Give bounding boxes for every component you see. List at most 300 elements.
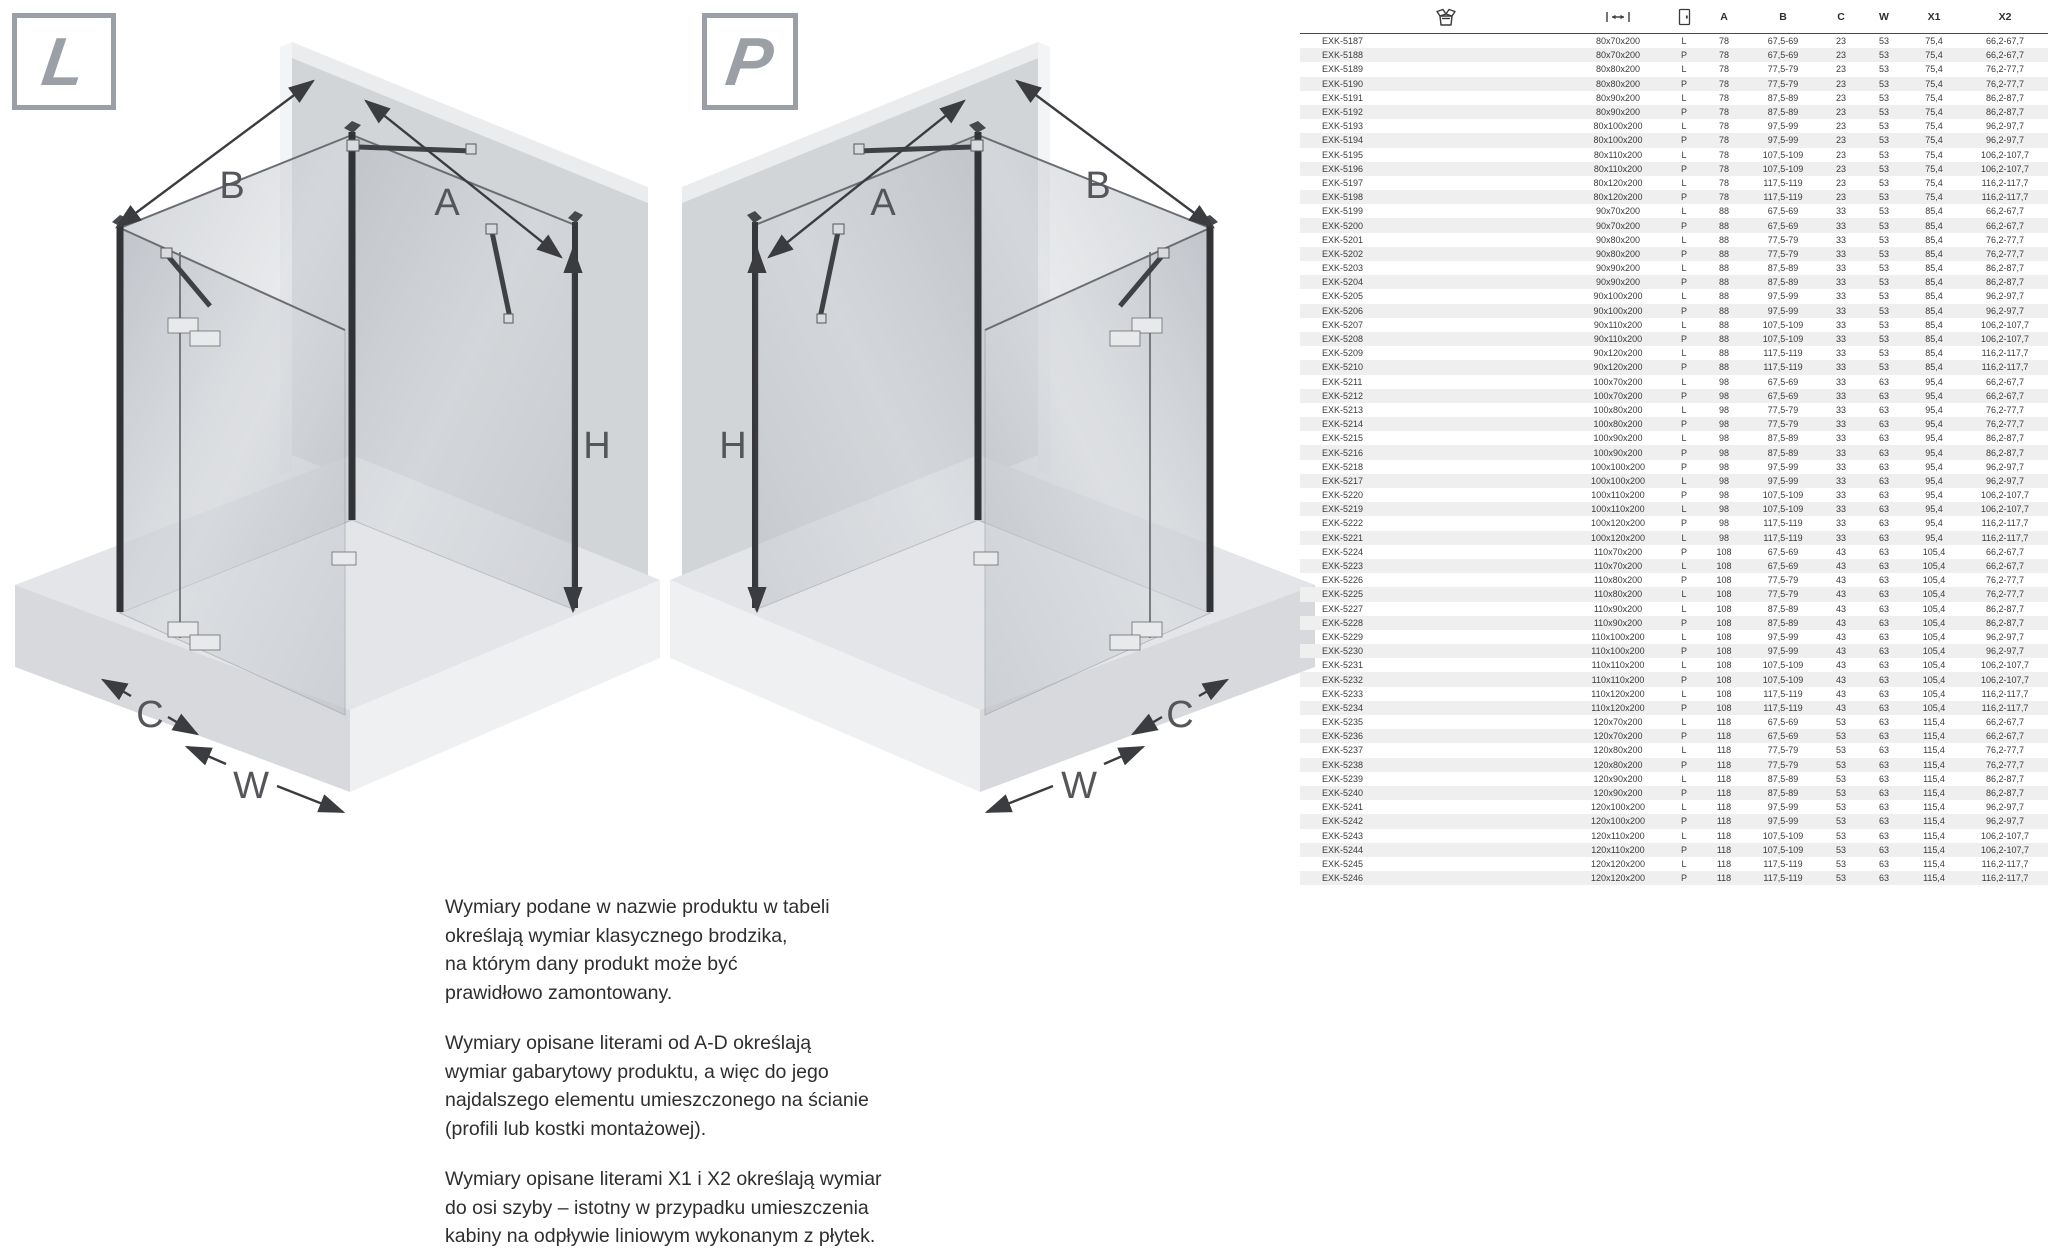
size-cell: 100x110x200	[1591, 490, 1645, 501]
dim-b-cell: 77,5-79	[1767, 419, 1799, 430]
size-cell: 100x120x200	[1590, 532, 1646, 543]
door-side-cell: P	[1680, 50, 1687, 61]
dim-w-cell: 63	[1878, 773, 1889, 784]
dim-x1-cell: 85,4	[1925, 234, 1943, 245]
dim-label-c: C	[1166, 694, 1194, 736]
dim-b-cell: 87,5-89	[1767, 788, 1799, 799]
table-row	[1300, 431, 2048, 445]
size-cell: 120x90x200	[1593, 773, 1643, 784]
size-cell: 100x120x200	[1590, 518, 1646, 529]
dim-label-b: B	[1085, 165, 1111, 207]
size-cell: 120x100x200	[1590, 802, 1646, 813]
variant-badge-right	[702, 13, 798, 110]
dim-x1-cell: 95,4	[1925, 447, 1943, 458]
dim-c-cell: 23	[1835, 149, 1846, 160]
door-side-cell: P	[1680, 873, 1687, 884]
dim-x2-cell: 86,2-87,7	[1985, 788, 2025, 799]
dim-b-cell: 117,5-119	[1763, 177, 1803, 188]
dim-x1-cell: 75,4	[1925, 135, 1943, 146]
dim-b-cell: 107,5-109	[1762, 149, 1804, 160]
dim-b-cell: 77,5-79	[1767, 575, 1799, 586]
dim-c-cell: 33	[1835, 504, 1846, 515]
dim-b-cell: 87,5-89	[1767, 277, 1799, 288]
product-code-cell: EXK-5204	[1322, 277, 1364, 288]
dim-x1-cell: 85,4	[1925, 220, 1943, 231]
door-side-cell: P	[1680, 674, 1687, 685]
size-cell: 100x100x200	[1590, 461, 1646, 472]
dim-x2-cell: 96,2-97,7	[1985, 802, 2025, 813]
dim-w-cell: 63	[1878, 660, 1889, 671]
product-code-cell: EXK-5194	[1322, 135, 1364, 146]
dim-x2-cell: 106,2-107,7	[1980, 490, 2030, 501]
table-row	[1300, 204, 2048, 218]
dim-w-cell: 53	[1878, 50, 1889, 61]
note-line: wymiar gabarytowy produktu, a więc do jego	[445, 1060, 829, 1083]
product-code-cell: EXK-5235	[1322, 717, 1364, 728]
dim-a-cell: 108	[1716, 617, 1732, 628]
dim-b-cell: 77,5-79	[1767, 248, 1799, 259]
dim-c-cell: 23	[1835, 92, 1846, 103]
dim-c-cell: 23	[1835, 177, 1846, 188]
dim-x2-cell: 86,2-87,7	[1985, 603, 2025, 614]
dim-b-cell: 87,5-89	[1767, 617, 1799, 628]
column-header-b: B	[1779, 10, 1787, 23]
table-row	[1300, 162, 2048, 176]
dim-x1-cell: 75,4	[1925, 36, 1943, 47]
dim-x1-cell: 115,4	[1923, 816, 1945, 827]
dim-x1-cell: 105,4	[1922, 674, 1946, 685]
door-side-cell: P	[1680, 135, 1687, 146]
product-code-cell: EXK-5218	[1322, 461, 1364, 472]
dim-a-cell: 98	[1718, 490, 1729, 501]
size-cell: 100x90x200	[1593, 433, 1643, 444]
door-side-cell: P	[1680, 490, 1687, 501]
dim-a-cell: 88	[1718, 291, 1729, 302]
table-row	[1300, 531, 2048, 545]
dim-w-cell: 63	[1878, 617, 1889, 628]
dim-a-cell: 108	[1716, 603, 1732, 614]
dim-b-cell: 107,5-109	[1762, 504, 1804, 515]
dim-c-cell: 33	[1835, 206, 1846, 217]
size-cell: 110x80x200	[1593, 589, 1643, 600]
dim-x1-cell: 75,4	[1925, 78, 1943, 89]
dim-a-cell: 118	[1716, 816, 1732, 827]
table-row	[1300, 34, 2048, 48]
dim-a-cell: 118	[1716, 745, 1732, 756]
table-row	[1300, 91, 2048, 105]
dim-a-cell: 118	[1716, 830, 1732, 841]
dim-b-cell: 117,5-119	[1763, 362, 1803, 373]
size-cell: 120x70x200	[1593, 731, 1643, 742]
dim-b-cell: 107,5-109	[1762, 334, 1804, 345]
product-code-cell: EXK-5195	[1322, 149, 1364, 160]
dim-w-cell: 53	[1878, 107, 1889, 118]
dim-a-cell: 108	[1716, 660, 1732, 671]
product-code-cell: EXK-5188	[1322, 50, 1364, 61]
dim-a-cell: 78	[1718, 78, 1729, 89]
dim-x2-cell: 66,2-67,7	[1985, 546, 2025, 557]
dim-x2-cell: 106,2-107,7	[1980, 830, 2030, 841]
dim-x1-cell: 75,4	[1925, 149, 1943, 160]
dim-x1-cell: 115,4	[1923, 717, 1945, 728]
door-side-cell: L	[1681, 561, 1687, 572]
dim-x2-cell: 96,2-97,7	[1985, 121, 2025, 132]
dim-x1-cell: 75,4	[1925, 50, 1943, 61]
door-side-cell: P	[1680, 546, 1687, 557]
table-row	[1300, 772, 2048, 786]
dim-a-cell: 78	[1718, 149, 1729, 160]
size-cell: 90x70x200	[1595, 206, 1641, 217]
dim-b-cell: 107,5-109	[1762, 319, 1804, 330]
door-side-cell: L	[1681, 773, 1687, 784]
dim-w-cell: 63	[1878, 759, 1889, 770]
size-cell: 90x110x200	[1593, 334, 1643, 345]
dim-x1-cell: 105,4	[1922, 546, 1946, 557]
product-code-cell: EXK-5208	[1322, 334, 1364, 345]
dim-x1-cell: 105,4	[1922, 631, 1946, 642]
dim-b-cell: 67,5-69	[1767, 561, 1799, 572]
dim-x1-cell: 85,4	[1925, 277, 1943, 288]
dim-a-cell: 118	[1716, 858, 1732, 869]
product-code-cell: EXK-5214	[1322, 419, 1364, 430]
dim-x1-cell: 105,4	[1922, 702, 1946, 713]
door-side-cell: P	[1680, 844, 1687, 855]
note-line: Wymiary opisane literami od A-D określają	[445, 1032, 812, 1054]
dim-b-cell: 67,5-69	[1767, 717, 1799, 728]
dim-x2-cell: 76,2-77,7	[1985, 78, 2025, 89]
dim-x1-cell: 115,4	[1923, 745, 1945, 756]
dim-a-cell: 88	[1718, 248, 1729, 259]
dim-x2-cell: 106,2-107,7	[1980, 319, 2030, 330]
dim-a-cell: 88	[1718, 362, 1729, 373]
table-row	[1300, 233, 2048, 247]
product-code-column-header	[1300, 6, 1570, 28]
dim-w-cell: 63	[1878, 702, 1889, 713]
dim-x1-cell: 95,4	[1925, 490, 1943, 501]
variant-letter-p: P	[721, 23, 779, 100]
dim-x2-cell: 86,2-87,7	[1985, 92, 2025, 103]
dim-w-cell: 63	[1878, 390, 1889, 401]
door-side-cell: L	[1681, 688, 1687, 699]
size-cell: 100x70x200	[1593, 376, 1643, 387]
dim-x2-cell: 96,2-97,7	[1985, 461, 2025, 472]
product-code-cell: EXK-5206	[1322, 305, 1364, 316]
dim-c-cell: 33	[1835, 291, 1846, 302]
dim-w-cell: 63	[1878, 858, 1889, 869]
dim-x2-cell: 66,2-67,7	[1985, 731, 2025, 742]
dim-c-cell: 53	[1835, 731, 1846, 742]
dim-b-cell: 67,5-69	[1767, 731, 1799, 742]
dim-c-cell: 33	[1835, 362, 1846, 373]
door-side-cell: P	[1680, 220, 1687, 231]
size-cell: 90x90x200	[1595, 263, 1641, 274]
dim-w-cell: 53	[1878, 64, 1889, 75]
product-code-cell: EXK-5238	[1322, 759, 1364, 770]
product-code-cell: EXK-5233	[1322, 688, 1364, 699]
column-header-x1: X1	[1927, 10, 1941, 23]
table-row	[1300, 516, 2048, 530]
dim-a-cell: 108	[1716, 631, 1732, 642]
door-side-cell: L	[1681, 475, 1687, 486]
door-side-cell: P	[1680, 78, 1687, 89]
product-code-cell: EXK-5222	[1322, 518, 1364, 529]
dim-x2-cell: 76,2-77,7	[1985, 404, 2025, 415]
product-code-cell: EXK-5191	[1322, 92, 1364, 103]
dim-x2-cell: 96,2-97,7	[1985, 475, 2025, 486]
size-cell: 90x110x200	[1593, 319, 1643, 330]
door-side-cell: L	[1681, 631, 1687, 642]
table-row	[1300, 672, 2048, 686]
dim-w-cell: 63	[1878, 788, 1889, 799]
dim-x2-cell: 96,2-97,7	[1985, 631, 2025, 642]
dim-a-cell: 118	[1716, 759, 1732, 770]
door-side-cell: L	[1681, 830, 1687, 841]
dim-b-cell: 67,5-69	[1767, 390, 1799, 401]
dim-w-cell: 63	[1878, 447, 1889, 458]
note-line: (profili lub kostki montażowej).	[445, 1117, 707, 1140]
product-code-cell: EXK-5217	[1322, 475, 1364, 486]
table-row	[1300, 105, 2048, 119]
door-side-cell: L	[1681, 532, 1687, 543]
dim-w-cell: 53	[1878, 78, 1889, 89]
table-row	[1300, 289, 2048, 303]
product-code-cell: EXK-5239	[1322, 773, 1364, 784]
dim-c-cell: 23	[1835, 192, 1846, 203]
table-row	[1300, 460, 2048, 474]
dim-a-cell: 78	[1718, 92, 1729, 103]
dim-w-cell: 53	[1878, 263, 1889, 274]
dim-b-cell: 87,5-89	[1767, 773, 1799, 784]
table-row	[1300, 176, 2048, 190]
dim-x1-cell: 115,4	[1923, 802, 1945, 813]
product-code-cell: EXK-5244	[1322, 844, 1364, 855]
size-cell: 120x120x200	[1590, 858, 1646, 869]
door-side-cell: P	[1680, 419, 1687, 430]
note-line: do osi szyby – istotny w przypadku umieszczenia	[445, 1196, 869, 1219]
dim-w-cell: 63	[1878, 504, 1889, 515]
product-code-cell: EXK-5216	[1322, 447, 1364, 458]
dim-w-cell: 63	[1878, 518, 1889, 529]
product-code-cell: EXK-5242	[1322, 816, 1364, 827]
dim-x2-cell: 116,2-117,7	[1981, 177, 2029, 188]
dim-b-cell: 77,5-79	[1767, 759, 1799, 770]
dim-x1-cell: 95,4	[1925, 433, 1943, 444]
dim-x1-cell: 85,4	[1925, 334, 1943, 345]
dim-x2-cell: 106,2-107,7	[1980, 149, 2030, 160]
product-code-cell: EXK-5230	[1322, 646, 1364, 657]
dim-label-h: H	[719, 425, 747, 467]
product-code-cell: EXK-5211	[1322, 376, 1363, 387]
product-code-cell: EXK-5219	[1322, 504, 1364, 515]
column-header-a: A	[1720, 10, 1728, 23]
door-side-cell: P	[1680, 731, 1687, 742]
product-code-cell: EXK-5189	[1322, 64, 1364, 75]
size-cell: 80x100x200	[1593, 121, 1643, 132]
product-code-cell: EXK-5226	[1322, 575, 1364, 586]
dim-c-cell: 33	[1835, 248, 1846, 259]
product-code-cell: EXK-5193	[1322, 121, 1364, 132]
door-side-cell: L	[1681, 121, 1687, 132]
dim-x1-cell: 85,4	[1925, 206, 1943, 217]
table-row	[1300, 403, 2048, 417]
dim-w-cell: 63	[1878, 830, 1889, 841]
dim-b-cell: 77,5-79	[1767, 78, 1799, 89]
dim-label-a: A	[870, 182, 896, 224]
dim-c-cell: 33	[1835, 334, 1846, 345]
dim-x2-cell: 116,2-117,7	[1981, 532, 2029, 543]
table-row	[1300, 275, 2048, 289]
dim-x2-cell: 106,2-107,7	[1980, 660, 2030, 671]
dim-c-cell: 33	[1835, 263, 1846, 274]
door-side-cell: P	[1680, 362, 1687, 373]
table-row	[1300, 559, 2048, 573]
dim-w-cell: 53	[1878, 334, 1889, 345]
dim-a-cell: 98	[1718, 376, 1729, 387]
size-cell: 100x90x200	[1593, 447, 1643, 458]
dim-w-cell: 63	[1878, 404, 1889, 415]
table-row	[1300, 630, 2048, 644]
dim-a-cell: 98	[1718, 461, 1729, 472]
variant-badge-left	[12, 13, 116, 110]
dim-x2-cell: 76,2-77,7	[1985, 234, 2025, 245]
product-code-cell: EXK-5199	[1322, 206, 1364, 217]
dim-b-cell: 107,5-109	[1762, 660, 1804, 671]
table-row	[1300, 687, 2048, 701]
note-paragraph-2	[445, 1029, 925, 1143]
dim-x1-cell: 85,4	[1925, 263, 1943, 274]
table-row	[1300, 488, 2048, 502]
note-line: najdalszego elementu umieszczonego na ścianie	[445, 1089, 869, 1111]
door-icon	[1678, 8, 1691, 26]
table-row	[1300, 445, 2048, 459]
dim-w-cell: 53	[1878, 192, 1889, 203]
dim-c-cell: 43	[1835, 660, 1846, 671]
product-code-cell: EXK-5236	[1322, 731, 1364, 742]
dim-a-cell: 98	[1718, 390, 1729, 401]
dim-b-cell: 117,5-119	[1763, 858, 1803, 869]
dim-b-cell: 117,5-119	[1763, 532, 1803, 543]
product-code-cell: EXK-5187	[1322, 36, 1364, 47]
door-side-cell: L	[1681, 603, 1687, 614]
dim-b-cell: 77,5-79	[1767, 234, 1799, 245]
dim-x2-cell: 116,2-117,7	[1981, 858, 2029, 869]
door-side-cell: L	[1681, 858, 1687, 869]
dim-w-cell: 63	[1878, 419, 1889, 430]
dim-x1-cell: 85,4	[1925, 319, 1943, 330]
dim-b-cell: 117,5-119	[1763, 192, 1803, 203]
dimension-notes	[445, 893, 925, 1250]
product-code-cell: EXK-5246	[1322, 873, 1364, 884]
dim-x1-cell: 75,4	[1925, 107, 1943, 118]
door-side-cell: P	[1680, 390, 1687, 401]
dim-b-cell: 97,5-99	[1767, 646, 1799, 657]
door-side-cell: L	[1681, 504, 1687, 515]
size-cell: 80x110x200	[1593, 163, 1643, 174]
dim-x1-cell: 95,4	[1925, 518, 1943, 529]
column-header-x2: X2	[1998, 10, 2012, 23]
dim-b-cell: 97,5-99	[1767, 631, 1799, 642]
dim-c-cell: 23	[1835, 163, 1846, 174]
product-code-cell: EXK-5245	[1322, 858, 1364, 869]
dim-x1-cell: 115,4	[1923, 844, 1945, 855]
dim-x1-cell: 95,4	[1925, 504, 1943, 515]
width-arrows-icon	[1605, 10, 1631, 24]
size-cell: 80x80x200	[1595, 64, 1641, 75]
dim-a-cell: 78	[1718, 121, 1729, 132]
dim-b-cell: 97,5-99	[1767, 305, 1799, 316]
size-cell: 120x100x200	[1590, 816, 1646, 827]
dim-w-cell: 53	[1878, 36, 1889, 47]
size-cell: 120x110x200	[1591, 844, 1645, 855]
table-row	[1300, 261, 2048, 275]
note-line: prawidłowo zamontowany.	[445, 981, 673, 1004]
dim-x2-cell: 66,2-67,7	[1985, 50, 2025, 61]
dim-a-cell: 98	[1718, 419, 1729, 430]
dim-a-cell: 88	[1718, 305, 1729, 316]
table-row	[1300, 658, 2048, 672]
dim-x1-cell: 105,4	[1922, 575, 1946, 586]
dim-a-cell: 108	[1716, 589, 1732, 600]
dim-x2-cell: 116,2-117,7	[1981, 192, 2029, 203]
dim-x2-cell: 96,2-97,7	[1985, 135, 2025, 146]
dim-b-cell: 107,5-109	[1762, 163, 1804, 174]
dim-x1-cell: 95,4	[1925, 532, 1943, 543]
dim-x2-cell: 76,2-77,7	[1985, 589, 2025, 600]
dim-c-cell: 33	[1835, 348, 1846, 359]
door-side-cell: L	[1681, 149, 1687, 160]
table-row	[1300, 190, 2048, 204]
size-cell: 80x90x200	[1595, 92, 1641, 103]
dim-c-cell: 33	[1835, 419, 1846, 430]
dim-x2-cell: 106,2-107,7	[1980, 163, 2030, 174]
dim-a-cell: 88	[1718, 206, 1729, 217]
dim-b-cell: 97,5-99	[1767, 135, 1799, 146]
dim-a-cell: 118	[1716, 731, 1732, 742]
door-side-cell: L	[1681, 745, 1687, 756]
size-cell: 110x90x200	[1593, 603, 1643, 614]
size-cell: 100x80x200	[1593, 419, 1643, 430]
dim-w-cell: 63	[1878, 646, 1889, 657]
size-cell: 110x100x200	[1591, 646, 1645, 657]
dim-x1-cell: 75,4	[1925, 64, 1943, 75]
dim-a-cell: 108	[1716, 561, 1732, 572]
dim-x1-cell: 105,4	[1922, 603, 1946, 614]
product-code-cell: EXK-5215	[1322, 433, 1364, 444]
size-cell: 110x80x200	[1593, 575, 1643, 586]
dim-a-cell: 78	[1718, 177, 1729, 188]
size-cell: 80x70x200	[1595, 50, 1641, 61]
note-line: określają wymiar klasycznego brodzika,	[445, 924, 788, 947]
dim-a-cell: 108	[1716, 646, 1732, 657]
size-cell: 90x70x200	[1595, 220, 1641, 231]
dim-c-cell: 53	[1835, 816, 1846, 827]
dim-b-cell: 97,5-99	[1767, 121, 1799, 132]
column-header-c: C	[1837, 10, 1845, 23]
dim-x1-cell: 85,4	[1925, 248, 1943, 259]
dim-c-cell: 33	[1835, 220, 1846, 231]
dim-x2-cell: 66,2-67,7	[1985, 206, 2025, 217]
note-line: Wymiary opisane literami X1 i X2 określają wymiar	[445, 1168, 882, 1190]
dim-a-cell: 98	[1718, 404, 1729, 415]
dim-a-cell: 118	[1716, 873, 1732, 884]
dim-c-cell: 33	[1835, 532, 1846, 543]
dim-b-cell: 97,5-99	[1767, 461, 1799, 472]
door-side-cell: P	[1680, 277, 1687, 288]
dim-c-cell: 53	[1835, 802, 1846, 813]
dim-x2-cell: 106,2-107,7	[1980, 674, 2030, 685]
dim-x1-cell: 105,4	[1922, 561, 1946, 572]
door-side-cell: P	[1680, 163, 1687, 174]
